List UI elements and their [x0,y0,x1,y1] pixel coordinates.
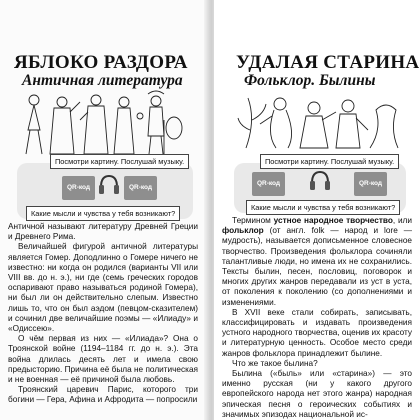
left-qr-code-2[interactable]: QR-код [124,176,157,200]
left-qr-code-1[interactable]: QR-код [62,176,95,200]
right-qr-question: Какие мысли и чувства у тебя возникают? [246,200,400,215]
term-folklore: фольклор [222,226,264,236]
right-p1-mid: , или [392,216,412,225]
headphones-icon [310,170,330,192]
term-oral-folk-art: устное народное творчество [273,216,393,225]
right-p1-pre: Термином [232,216,274,225]
left-paragraph: О чём первая из них — «Илиада»? Она о Троянской войне (1194–1184 гг. до н. э.). Эта война длилась десять лет и имела свою предысторию. Причина её была не политическая и не военная — её причиной была любовь. [8,334,198,385]
left-paragraph: Троянский царевич Парис, которого три богини — Гера, Афина и Афродита — попросили [8,385,198,405]
right-paragraph-1 [222,216,412,308]
left-page-title: ЯБЛОКО РАЗДОРА [14,52,188,73]
right-qr-prompt: Посмотри картину. Послушай музыку. [260,154,399,169]
left-paragraph: Величайшей фигурой античной литературы является Гомер. Доподлинно о Гомере ничего не известно: ни когда он родился (варианты VII или VIII вв. до н. э.), ни где (семь греческих городов оспаривают право называться родиной Гомера), ни был ли он действительно слепым. Известно лишь то, что он был аэдом (певцом-сказителем) и сочинил две величайшие поэмы — «Илиаду» и «Одиссею». [8,242,198,334]
folk-scene-illustration [236,90,401,152]
right-body-text [222,216,412,420]
left-qr-question: Какие мысли и чувства у тебя возникают? [26,206,180,221]
right-page [214,0,420,420]
right-qr-code-1[interactable]: QR-код [252,172,285,196]
right-paragraph-4: Былина («быль» или «старина») — это именно русская (ни у какого другого европейского народа нет этого жанра) народная эпическая песня о героических событиях и значимых эпизодах национальной ис- [222,369,412,419]
headphones-icon [99,174,119,196]
left-qr-prompt: Посмотри картину. Послушай музыку. [50,154,189,169]
left-page-subtitle: Античная литература [22,72,183,89]
right-p1-post: (от англ. folk — народ и lore — мудрость), называется дописьменное словесное творчество. Произведения фольклора сочиняли талантливые люди, но имена их не сохранились. Тексты былин, песен, пословиц, поговорок и многих других жанров передавали из уст в уста, от поколения к поколению (со дополнениями и изменениями. [222,226,412,307]
greek-figures-illustration [14,90,194,158]
right-paragraph-2: В XVII веке стали собирать, записывать, классифицировать и издавать произведения устного народного творчества, оценив их красоту и литературную ценность. Особое место среди жанров фольклора принадлежит былине. [222,307,412,358]
right-page-title: УДАЛАЯ СТАРИНА [236,52,420,73]
left-paragraph: Античной называют литературу Древней Греции и Древнего Рима. [8,222,198,242]
right-page-subtitle: Фольклор. Былины [244,72,376,89]
right-qr-code-2[interactable]: QR-код [354,172,387,196]
right-paragraph-3: Что же такое былина? [232,358,318,368]
left-body-text [8,222,198,406]
